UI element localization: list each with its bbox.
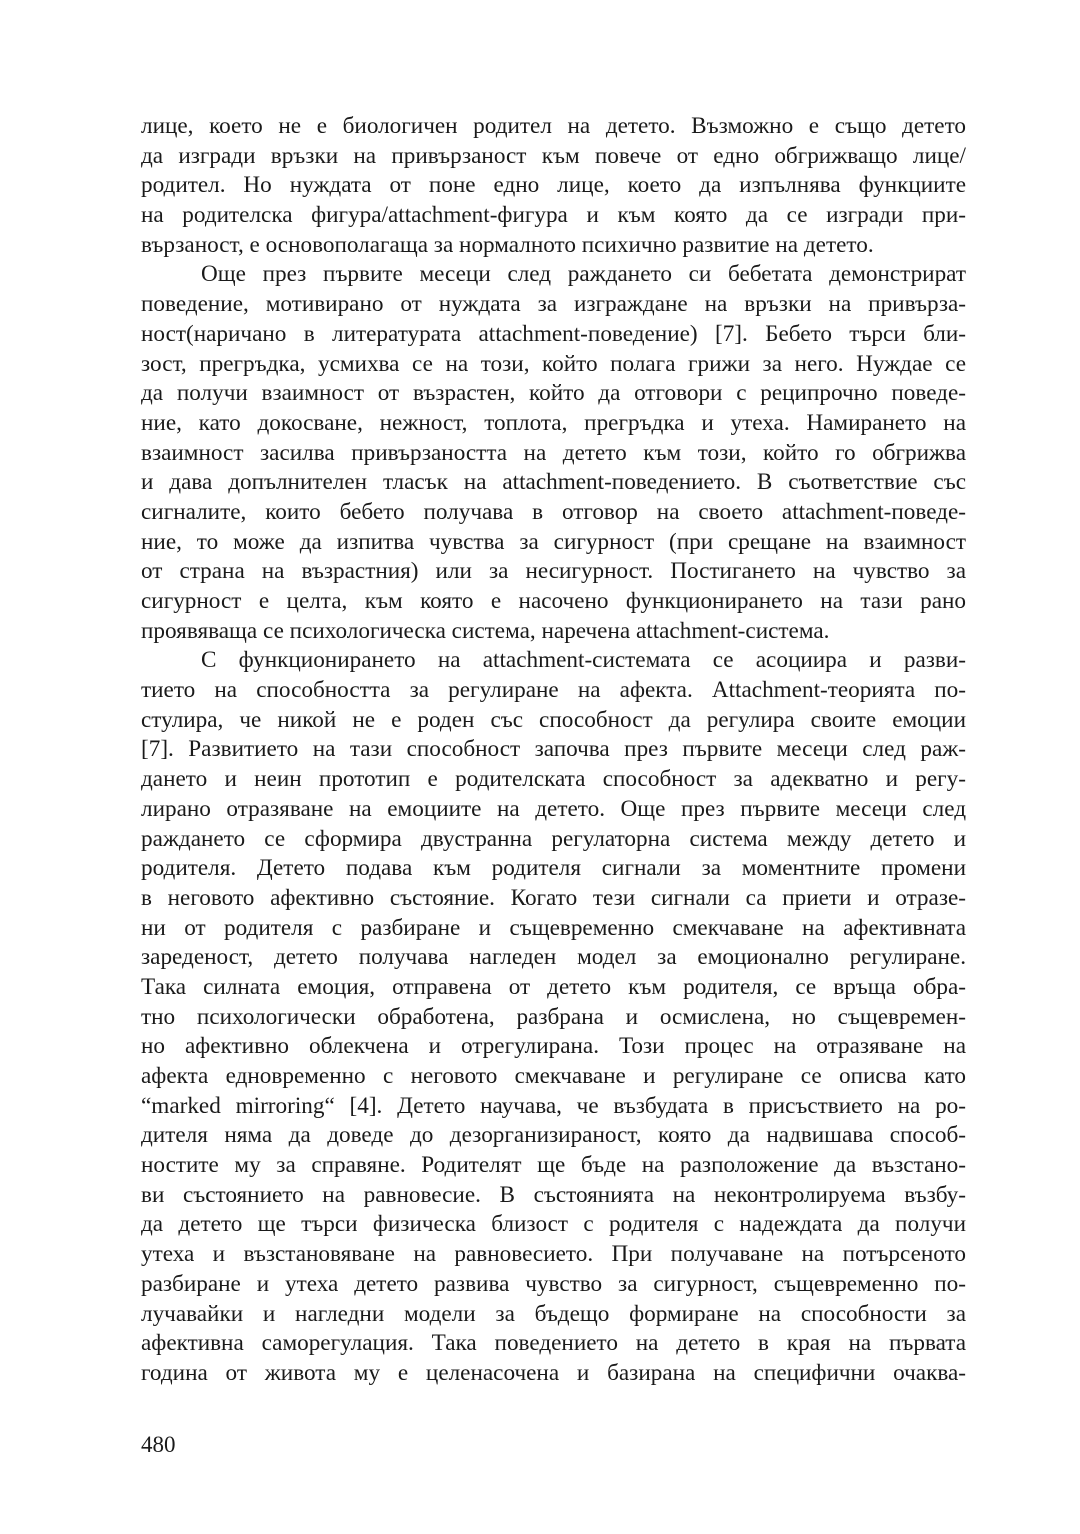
text-line: утеха и възстановяване на равновесието. При получаване на потърсеното <box>141 1241 966 1268</box>
text-line: дителя няма да доведе до дезорганизираност, която да надвишава способ- <box>141 1122 966 1149</box>
text-line: “marked mirroring“ [4]. Детето научава, че възбудата в присъствието на ро- <box>141 1092 966 1119</box>
document-body <box>141 112 966 1389</box>
text-line: родителя. Детето подава към родителя сигнали за моментните промени <box>141 855 966 882</box>
text-line: година от живота му е целенасочена и базирана на специфични очаква- <box>141 1359 966 1386</box>
text-line: сигурност е целта, към която е насочено функционирането на тази рано <box>141 588 966 614</box>
text-line: афективна саморегулация. Така поведението на детето в края на първата <box>141 1330 966 1357</box>
text-line: взаимност засилва привързаността на детето към този, който го обгрижва <box>141 439 966 466</box>
text-line: в неговото афективно състояние. Когато тези сигнали са приети и отразе- <box>141 884 966 911</box>
text-line: лирано отразяване на емоциите на детето. Още през първите месеци след <box>141 795 966 822</box>
text-line: ние, като докосване, нежност, топлота, прегръдка и утеха. Намирането на <box>141 409 966 436</box>
text-line: тието на способността за регулиране на афекта. Attachment-теорията по- <box>141 677 966 704</box>
text-line: зост, прегръдка, усмихва се на този, който полага грижи за него. Нуждае се <box>141 350 966 377</box>
page-number: 480 <box>141 1432 176 1457</box>
text-line: разбиране и утеха детето развива чувство за сигурност, същевременно по- <box>141 1270 966 1297</box>
text-line: тно психологически обработена, разбрана и осмислена, но същевремен- <box>141 1003 966 1030</box>
text-line: сигналите, които бебето получава в отговор на своето attachment-поведе- <box>141 498 966 525</box>
text-line: на родителска фигура/attachment-фигура и към която да се изгради при- <box>141 202 966 229</box>
text-line: стулира, че никой не е роден със способност да регулира своите емоции <box>141 706 966 733</box>
text-line: да детето ще търси физическа близост с родителя с надеждата да получи <box>141 1211 966 1238</box>
text-line: дането и неин прототип е родителската способност за адекватно и регу- <box>141 766 966 793</box>
paragraph-first-line: Още през първите месеци след раждането си бебетата демонстрират <box>201 261 966 288</box>
text-line: и дава допълнителен тласък на attachment-поведението. В съответствие със <box>141 469 966 496</box>
text-line: проявяваща се психологическа система, наречена attachment-система. <box>141 617 830 644</box>
text-line: раждането се сформира двустранна регулаторна система между детето и <box>141 825 966 852</box>
text-line: да получи взаимност от възрастен, който да отговори с реципрочно поведе- <box>141 380 966 407</box>
text-line: [7]. Развитието на тази способност започва през първите месеци след раж- <box>141 736 966 763</box>
text-line: ни от родителя с разбиране и същевременно смекчаване на афективната <box>141 914 966 941</box>
text-line: поведение, мотивирано от нуждата за изграждане на връзки на привърза- <box>141 291 966 318</box>
text-line: ностите му за справяне. Родителят ще бъде на разположение да възстано- <box>141 1152 966 1179</box>
text-line: лице, което не е биологичен родител на детето. Възможно е също детето <box>141 113 966 139</box>
text-line: родител. Но нуждата от поне едно лице, което да изпълнява функциите <box>141 172 966 199</box>
paragraph-first-line: С функционирането на attachment-системата се асоциира и разви- <box>201 647 966 674</box>
text-line: от страна на възрастния) или за несигурност. Постигането на чувство за <box>141 558 966 585</box>
text-line: вързаност, е основополагаща за нормалното психично развитие на детето. <box>141 231 874 258</box>
text-line: ви състоянието на равновесие. В състоянията на неконтролируема възбу- <box>141 1181 966 1208</box>
text-line: лучавайки и нагледни модели за бъдещо формиране на способности за <box>141 1300 966 1327</box>
text-line: Така силната емоция, отправена от детето към родителя, се връща обра- <box>141 973 966 1000</box>
text-line: ност(наричано в литературата attachment-поведение) [7]. Бебето търси бли- <box>141 320 966 347</box>
text-line: но афективно облекчена и отрегулирана. Този процес на отразяване на <box>141 1033 966 1060</box>
text-line: ние, то може да изпитва чувства за сигурност (при срещане на взаимност <box>141 528 966 555</box>
text-line: зареденост, детето получава нагледен модел за емоционално регулиране. <box>141 944 966 971</box>
text-line: да изгради връзки на привързаност към повече от едно обгрижващо лице/ <box>141 142 966 169</box>
text-line: афекта едновременно с неговото смекчаване и регулиране се описва като <box>141 1063 966 1089</box>
